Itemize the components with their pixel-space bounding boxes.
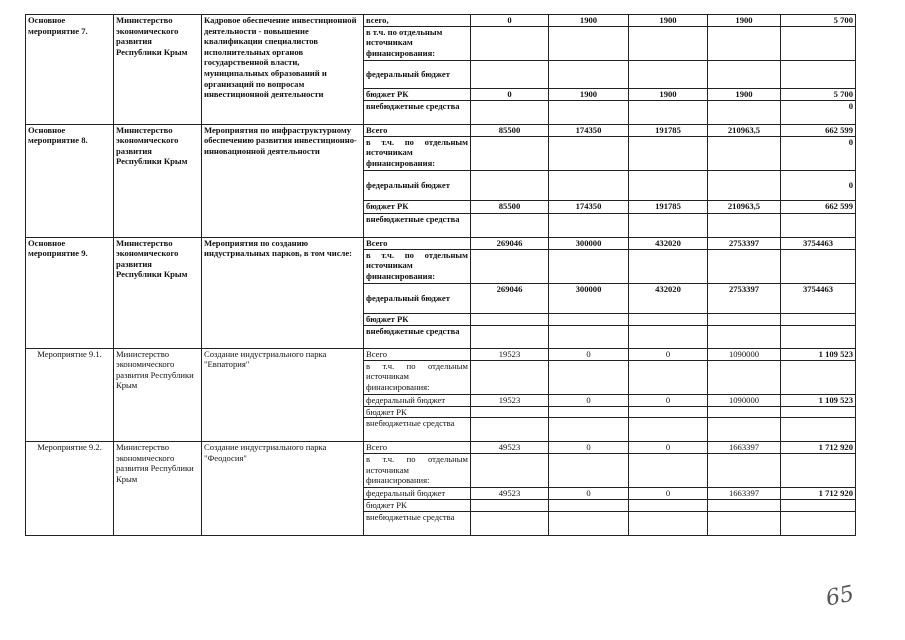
value-cell: 1900: [629, 88, 708, 100]
value-cell: [549, 511, 629, 535]
value-cell: [471, 170, 549, 200]
financing-table-page: [25, 14, 855, 536]
value-cell: [629, 313, 708, 325]
value-cell: 49523: [471, 488, 549, 500]
value-cell: [629, 136, 708, 170]
value-cell: 0: [629, 348, 708, 360]
value-cell: [471, 60, 549, 88]
total-cell: 5 700: [781, 15, 856, 27]
total-cell: 662 599: [781, 124, 856, 136]
source-label: внебюджетные средства: [364, 213, 471, 237]
value-cell: [549, 500, 629, 512]
value-cell: 432020: [629, 237, 708, 249]
table-row: [26, 15, 856, 27]
measure-title: Создание индустриального парка "Евпатория": [202, 348, 364, 442]
value-cell: 210963,5: [708, 200, 781, 213]
total-cell: 1 109 523: [781, 394, 856, 406]
total-cell: [781, 213, 856, 237]
total-cell: 0: [781, 136, 856, 170]
total-cell: [781, 418, 856, 442]
total-cell: [781, 500, 856, 512]
value-cell: 85500: [471, 200, 549, 213]
measure-title: Кадровое обеспечение инвестиционной деятельности - повышение квалификации специалистов исполнительных органов государственной власти, муниципальных образований и организаций по вопросам инвестиционной деятельности: [202, 15, 364, 125]
measure-name: Мероприятие 9.1.: [26, 348, 114, 442]
value-cell: 1900: [549, 88, 629, 100]
measure-executor: Министерство экономического развития Республики Крым: [114, 124, 202, 237]
value-cell: 2753397: [708, 237, 781, 249]
value-cell: 0: [549, 488, 629, 500]
value-cell: 0: [471, 15, 549, 27]
source-label: Всего: [364, 124, 471, 136]
value-cell: [549, 454, 629, 488]
source-label: в т.ч. по отдельным источникам финансирования:: [364, 249, 471, 283]
value-cell: 0: [471, 88, 549, 100]
total-cell: 1 109 523: [781, 348, 856, 360]
value-cell: [629, 249, 708, 283]
value-cell: 300000: [549, 283, 629, 313]
value-cell: 1900: [549, 15, 629, 27]
value-cell: [549, 249, 629, 283]
value-cell: [629, 100, 708, 124]
value-cell: 191785: [629, 200, 708, 213]
value-cell: [629, 60, 708, 88]
value-cell: [629, 418, 708, 442]
measure-executor: Министерство экономического развития Республики Крым: [114, 15, 202, 125]
source-label: внебюджетные средства: [364, 511, 471, 535]
value-cell: 210963,5: [708, 124, 781, 136]
table-row: [26, 442, 856, 454]
measure-executor: Министерство экономического развития Республики Крым: [114, 348, 202, 442]
total-cell: [781, 325, 856, 348]
total-cell: [781, 511, 856, 535]
value-cell: 19523: [471, 394, 549, 406]
value-cell: [549, 26, 629, 60]
value-cell: 1663397: [708, 442, 781, 454]
measure-name: Основное мероприятие 7.: [26, 15, 114, 125]
value-cell: [471, 136, 549, 170]
measure-name: Основное мероприятие 9.: [26, 237, 114, 348]
value-cell: [549, 100, 629, 124]
value-cell: [471, 418, 549, 442]
value-cell: 2753397: [708, 283, 781, 313]
source-label: бюджет РК: [364, 406, 471, 418]
measure-title: Мероприятия по созданию индустриальных парков, в том числе:: [202, 237, 364, 348]
source-label: внебюджетные средства: [364, 100, 471, 124]
value-cell: 1090000: [708, 394, 781, 406]
total-cell: 1 712 920: [781, 442, 856, 454]
source-label: в т.ч. по отдельным источникам финансирования:: [364, 136, 471, 170]
value-cell: [629, 454, 708, 488]
total-cell: [781, 406, 856, 418]
financing-table: [25, 14, 856, 536]
value-cell: 269046: [471, 237, 549, 249]
measure-executor: Министерство экономического развития Республики Крым: [114, 442, 202, 536]
total-cell: 3754463: [781, 283, 856, 313]
table-row: [26, 348, 856, 360]
value-cell: [471, 313, 549, 325]
value-cell: 49523: [471, 442, 549, 454]
value-cell: 1900: [708, 88, 781, 100]
value-cell: 0: [549, 348, 629, 360]
value-cell: [629, 325, 708, 348]
value-cell: 1900: [708, 15, 781, 27]
source-label: бюджет РК: [364, 313, 471, 325]
value-cell: 85500: [471, 124, 549, 136]
table-row: [26, 124, 856, 136]
value-cell: 0: [549, 442, 629, 454]
measure-title: Создание индустриального парка "Феодосия": [202, 442, 364, 536]
value-cell: [708, 170, 781, 200]
source-label: федеральный бюджет: [364, 283, 471, 313]
source-label: бюджет РК: [364, 200, 471, 213]
value-cell: [708, 100, 781, 124]
total-cell: [781, 313, 856, 325]
value-cell: 0: [549, 394, 629, 406]
value-cell: 174350: [549, 200, 629, 213]
source-label: федеральный бюджет: [364, 60, 471, 88]
total-cell: [781, 454, 856, 488]
source-label: федеральный бюджет: [364, 394, 471, 406]
source-label: Всего: [364, 237, 471, 249]
value-cell: [708, 454, 781, 488]
value-cell: [629, 213, 708, 237]
source-label: федеральный бюджет: [364, 488, 471, 500]
source-label: бюджет РК: [364, 500, 471, 512]
source-label: Всего: [364, 442, 471, 454]
value-cell: [708, 26, 781, 60]
total-cell: [781, 360, 856, 394]
value-cell: [629, 406, 708, 418]
value-cell: [708, 313, 781, 325]
value-cell: [708, 418, 781, 442]
value-cell: 1090000: [708, 348, 781, 360]
value-cell: [549, 136, 629, 170]
value-cell: [471, 360, 549, 394]
total-cell: 5 700: [781, 88, 856, 100]
total-cell: 662 599: [781, 200, 856, 213]
measure-executor: Министерство экономического развития Республики Крым: [114, 237, 202, 348]
value-cell: [471, 213, 549, 237]
value-cell: [471, 325, 549, 348]
value-cell: [708, 136, 781, 170]
value-cell: [708, 500, 781, 512]
total-cell: 3754463: [781, 237, 856, 249]
value-cell: [549, 406, 629, 418]
value-cell: [471, 26, 549, 60]
value-cell: [708, 249, 781, 283]
total-cell: [781, 60, 856, 88]
value-cell: [549, 325, 629, 348]
source-label: Всего: [364, 348, 471, 360]
measure-name: Основное мероприятие 8.: [26, 124, 114, 237]
value-cell: [549, 60, 629, 88]
value-cell: [708, 325, 781, 348]
total-cell: 0: [781, 170, 856, 200]
total-cell: [781, 249, 856, 283]
measure-name: Мероприятие 9.2.: [26, 442, 114, 536]
value-cell: [629, 500, 708, 512]
source-label: в т.ч. по отдельным источникам финансирования:: [364, 360, 471, 394]
value-cell: 0: [629, 394, 708, 406]
value-cell: [471, 500, 549, 512]
value-cell: [708, 360, 781, 394]
value-cell: [471, 249, 549, 283]
value-cell: [708, 406, 781, 418]
value-cell: [549, 213, 629, 237]
measure-title: Мероприятия по инфраструктурному обеспечению развития инвестиционно-инновационной деятельности: [202, 124, 364, 237]
value-cell: [549, 313, 629, 325]
page-number: 65: [823, 581, 857, 612]
value-cell: [471, 454, 549, 488]
source-label: внебюджетные средства: [364, 418, 471, 442]
value-cell: 19523: [471, 348, 549, 360]
value-cell: 0: [629, 488, 708, 500]
table-row: [26, 237, 856, 249]
value-cell: [549, 360, 629, 394]
value-cell: [629, 360, 708, 394]
total-cell: [781, 26, 856, 60]
value-cell: [708, 60, 781, 88]
value-cell: [629, 511, 708, 535]
value-cell: [471, 100, 549, 124]
value-cell: 0: [629, 442, 708, 454]
source-label: в т.ч. по отдельным источникам финансирования:: [364, 26, 471, 60]
value-cell: 269046: [471, 283, 549, 313]
source-label: внебюджетные средства: [364, 325, 471, 348]
source-label: федеральный бюджет: [364, 170, 471, 200]
value-cell: [471, 511, 549, 535]
value-cell: [549, 170, 629, 200]
total-cell: 0: [781, 100, 856, 124]
value-cell: [708, 511, 781, 535]
value-cell: 1900: [629, 15, 708, 27]
source-label: всего,: [364, 15, 471, 27]
value-cell: [629, 170, 708, 200]
value-cell: [549, 418, 629, 442]
value-cell: 1663397: [708, 488, 781, 500]
value-cell: 300000: [549, 237, 629, 249]
value-cell: [471, 406, 549, 418]
source-label: бюджет РК: [364, 88, 471, 100]
value-cell: 191785: [629, 124, 708, 136]
total-cell: 1 712 920: [781, 488, 856, 500]
value-cell: [629, 26, 708, 60]
value-cell: 432020: [629, 283, 708, 313]
source-label: в т.ч. по отдельным источникам финансирования:: [364, 454, 471, 488]
value-cell: [708, 213, 781, 237]
value-cell: 174350: [549, 124, 629, 136]
